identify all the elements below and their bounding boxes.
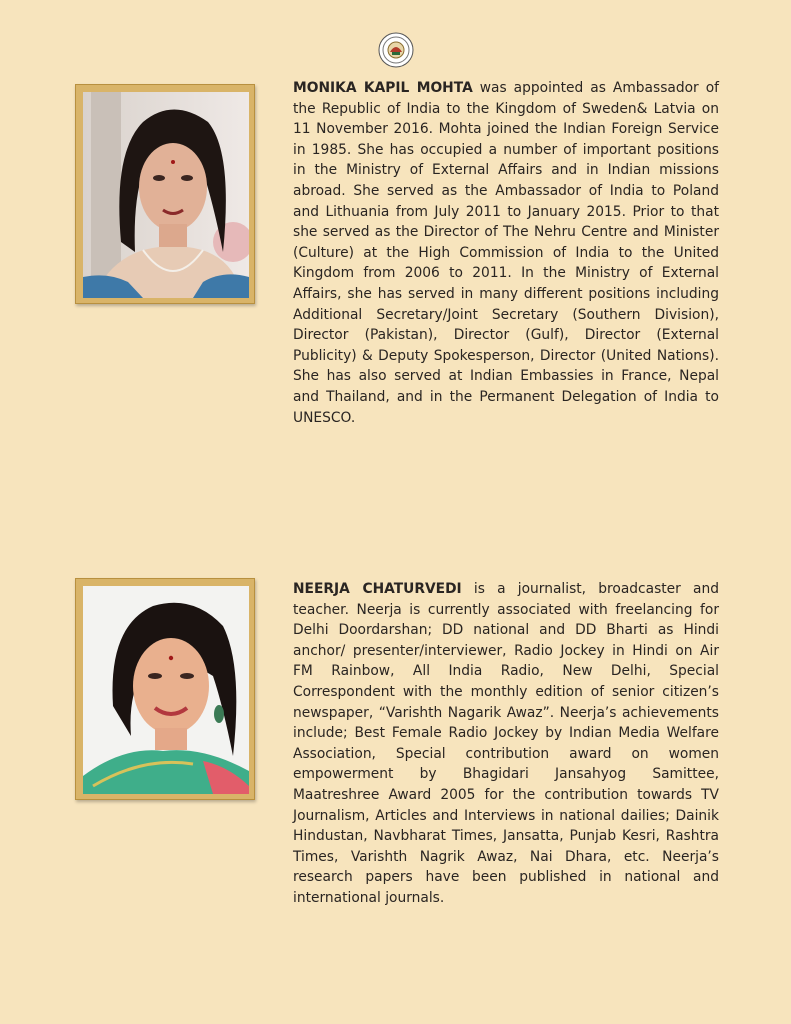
bio-paragraph-2 — [293, 579, 719, 909]
portrait-photo-1 — [75, 84, 255, 304]
bio-text-1: was appointed as Ambassador of the Republic of India to the Kingdom of Sweden& Latvia on 11 November 2016. Mohta joined the Indian Foreign Service in 1985. She has occupied a number of important positions in the Ministry of External Affairs and in Indian missions abroad. She served as the Ambassador of India to Poland and Lithuania from July 2011 to January 2015. Prior to that she served as the Director of The Nehru Centre and Minister (Culture) at the High Commission of India to the United Kingdom from 2006 to 2011. In the Ministry of External Affairs, she has served in many different positions including Additional Secretary/Joint Secretary (Southern Division), Director (Pakistan), Director (Gulf), Director (External Publicity) & Deputy Spokesperson, Director (United Nations). She has also served at Indian Embassies in France, Nepal and Thailand, and in the Permanent Delegation of India to UNESCO. — [293, 80, 719, 426]
bio-paragraph-1 — [293, 78, 719, 428]
emblem-logo — [378, 32, 414, 68]
portrait-photo-2 — [75, 578, 255, 800]
bio-text-2: is a journalist, broadcaster and teacher. Neerja is currently associated with freelancing for Delhi Doordarshan; DD national and DD Bharti as Hindi anchor/ presenter/interviewer, Radio Jockey in Hindi on Air FM Rainbow, All India Radio, New Delhi, Special Correspondent with the monthly edition of senior citizen’s newspaper, “Varishth Nagarik Awaz”. Neerja’s achievements include; Best Female Radio Jockey by Indian Media Welfare Association, Special contribution award on women empowerment by Bhagidari Jansahyog Samittee, Maatreshree Award 2005 for the contribution towards TV Journalism, Articles and Interviews in national dailies; Dainik Hindustan, Navbharat Times, Jansatta, Punjab Kesri, Rashtra Times, Varishth Nagrik Awaz, Nai Dhara, etc. Neerja’s research papers have been published in national and international journals. — [293, 581, 719, 906]
person-name-2: NEERJA CHATURVEDI — [293, 581, 462, 597]
person-name-1: MONIKA KAPIL MOHTA — [293, 80, 473, 96]
